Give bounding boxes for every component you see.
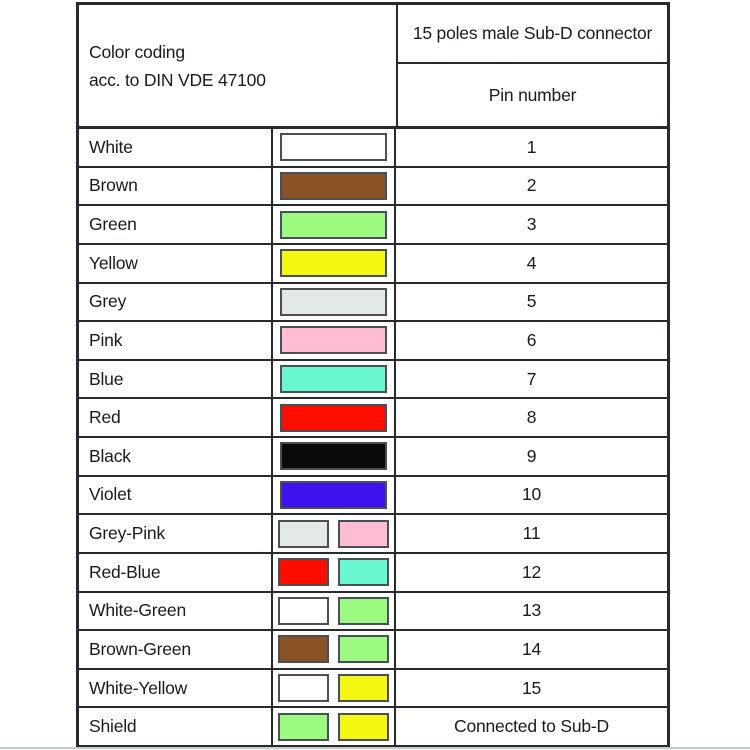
color-swatch	[278, 597, 329, 625]
table-row	[79, 475, 667, 514]
table-row	[79, 320, 667, 359]
pin-value: 10	[521, 484, 542, 505]
color-label: Brown-Green	[79, 631, 273, 668]
color-label: Grey-Pink	[79, 515, 273, 552]
table-row	[79, 591, 667, 630]
swatch-cell	[273, 477, 396, 514]
swatch-cell	[273, 168, 396, 205]
pin-value: Connected to Sub-D	[454, 716, 609, 737]
table-row	[79, 706, 667, 745]
header-color-coding-line2: acc. to DIN VDE 47100	[89, 69, 266, 90]
swatch-cell	[273, 438, 396, 475]
color-swatch	[338, 558, 389, 586]
color-label: Green	[79, 206, 273, 243]
table-row	[79, 397, 667, 436]
pin-value: 14	[521, 638, 542, 659]
color-swatch	[338, 635, 389, 663]
color-swatch	[280, 326, 387, 354]
header-pin-number: Pin number	[488, 84, 577, 105]
table-row	[79, 166, 667, 205]
header-color-coding-line1: Color coding	[89, 41, 185, 62]
color-label: Red-Blue	[79, 554, 273, 591]
pin-value: 9	[526, 445, 537, 466]
color-swatch	[278, 674, 329, 702]
color-swatch	[280, 288, 387, 316]
pin-value: 7	[526, 368, 537, 389]
swatch-cell	[273, 631, 396, 668]
table-row	[79, 243, 667, 282]
table-row	[79, 204, 667, 243]
pin-value: 8	[526, 407, 537, 428]
table-row	[79, 513, 667, 552]
pin-value: 13	[521, 600, 542, 621]
pin-value: 11	[522, 523, 541, 544]
header-connector-title: 15 poles male Sub-D connector	[398, 5, 667, 64]
swatch-cell	[273, 129, 396, 166]
table-row	[79, 552, 667, 591]
pin-value: 12	[521, 561, 542, 582]
table-row	[79, 282, 667, 321]
pin-value: 5	[526, 291, 537, 312]
color-label: White-Green	[79, 593, 273, 630]
color-swatch	[280, 211, 387, 239]
color-label: Pink	[79, 322, 273, 359]
color-label: Red	[79, 399, 273, 436]
color-label: Blue	[79, 361, 273, 398]
color-label: White	[79, 129, 273, 166]
color-swatch	[280, 365, 387, 393]
swatch-cell	[273, 554, 396, 591]
swatch-cell	[273, 515, 396, 552]
table-row	[79, 129, 667, 166]
color-swatch	[280, 442, 387, 470]
color-swatch	[278, 635, 329, 663]
table-row	[79, 436, 667, 475]
color-label: Yellow	[79, 245, 273, 282]
swatch-cell	[273, 708, 396, 745]
pin-value: 4	[526, 252, 537, 273]
swatch-cell	[273, 322, 396, 359]
pin-value: 3	[526, 214, 537, 235]
swatch-cell	[273, 593, 396, 630]
swatch-cell	[273, 361, 396, 398]
color-label: Grey	[79, 284, 273, 321]
color-swatch	[278, 558, 329, 586]
header-connector	[398, 5, 667, 126]
color-swatch	[338, 520, 389, 548]
color-label: Shield	[79, 708, 273, 745]
pin-value: 1	[526, 136, 537, 157]
table-row	[79, 629, 667, 668]
color-label: Brown	[79, 168, 273, 205]
color-swatch	[338, 597, 389, 625]
color-label: White-Yellow	[79, 670, 273, 707]
table-row	[79, 668, 667, 707]
swatch-cell	[273, 245, 396, 282]
color-swatch	[280, 133, 387, 161]
swatch-cell	[273, 284, 396, 321]
bottom-scan-rule	[0, 747, 750, 749]
color-swatch	[280, 404, 387, 432]
table-rows	[79, 129, 667, 745]
color-swatch	[278, 713, 329, 741]
table-header	[79, 5, 667, 129]
color-swatch	[338, 674, 389, 702]
pin-value: 2	[526, 175, 537, 196]
pin-value: 15	[521, 677, 542, 698]
color-swatch	[280, 172, 387, 200]
swatch-cell	[273, 206, 396, 243]
color-label: Violet	[79, 477, 273, 514]
table-row	[79, 359, 667, 398]
color-coding-table	[76, 2, 670, 748]
color-label: Black	[79, 438, 273, 475]
header-color-coding	[79, 5, 398, 126]
swatch-cell	[273, 399, 396, 436]
swatch-cell	[273, 670, 396, 707]
color-swatch	[280, 249, 387, 277]
pin-value: 6	[526, 329, 537, 350]
color-swatch	[338, 713, 389, 741]
color-swatch	[278, 520, 329, 548]
color-swatch	[280, 481, 387, 509]
